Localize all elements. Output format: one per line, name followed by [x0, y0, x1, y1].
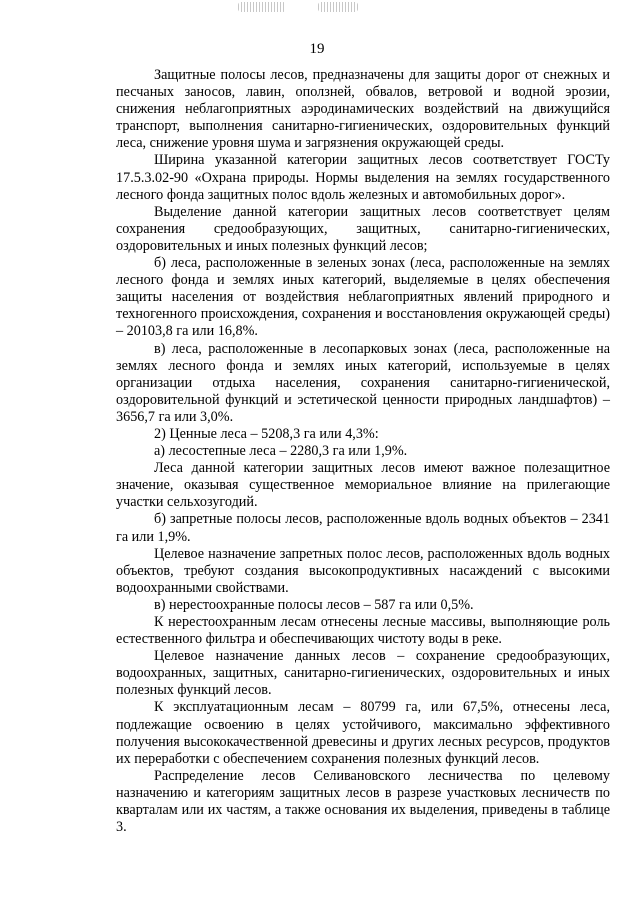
- document-body: [116, 67, 610, 836]
- paragraph-forest-park-zones: в) леса, расположенные в лесопарковых зонах (леса, расположенные на землях лесного фонда и землях иных категорий, используемые в целях организации отдыха населения, сохранения санитарно-гигиенической, оздоровительной функций и эстетической ценности природных ландшафтов) – 3656,7 га или 3,0%.: [116, 340, 610, 425]
- paragraph-allocation-purpose: Выделение данной категории защитных лесов соответствует целям сохранения средообразующих, защитных, санитарно-гигиенических, оздоровительных и иных полезных функций лесов;: [116, 203, 610, 254]
- faint-stamp-mark: [0, 2, 634, 16]
- paragraph-spawning-forests: К нерестоохранным лесам отнесены лесные массивы, выполняющие роль естественного фильтра и обеспечивающих чистоту воды в реке.: [116, 614, 610, 648]
- stamp-fragment-right: [318, 2, 358, 12]
- paragraph-forest-steppe: а) лесостепные леса – 2280,3 га или 1,9%.: [154, 443, 408, 460]
- paragraph-protective-strips: Защитные полосы лесов, предназначены для защиты дорог от снежных и песчаных заносов, лавин, оползней, обвалов, ветровой и водной эрозии, снижения неблагоприятных аэродинамических воздействий на движущийся транспорт, выполнения санитарно-гигиенических, оздоровительных функций леса, снижение уровня шума и загрязнения окружающей среды.: [116, 67, 610, 152]
- paragraph-spawning-strips: в) нерестоохранные полосы лесов – 587 га или 0,5%.: [154, 596, 474, 613]
- stamp-fragment-left: [238, 2, 286, 12]
- paragraph-field-protection: Леса данной категории защитных лесов имеют важное полезащитное значение, оказывая существенное мемориальное влияние на прилегающие участки сельхозугодий.: [116, 460, 610, 511]
- paragraph-exploitation-forests: К эксплуатационным лесам – 80799 га, или 67,5%, отнесены леса, подлежащие освоению в целях устойчивого, максимально эффективного получения высококачественной древесины и других лесных ресурсов, продуктов их переработки с обеспечением сохранения полезных функций лесов.: [116, 699, 610, 767]
- paragraph-gost-width: Ширина указанной категории защитных лесов соответствует ГОСТу 17.5.3.02-90 «Охрана природы. Нормы выделения на землях государственного лесного фонда защитных полос вдоль железных и автомобильных дорог».: [116, 152, 610, 203]
- page-number: 19: [309, 41, 325, 57]
- paragraph-valuable-forests: 2) Ценные леса – 5208,3 га или 4,3%:: [154, 425, 379, 442]
- paragraph-target-purpose: Целевое назначение данных лесов – сохранение средообразующих, водоохранных, защитных, санитарно-гигиенических, оздоровительных и иных полезных функций лесов.: [116, 648, 610, 699]
- paragraph-green-zones: б) леса, расположенные в зеленых зонах (леса, расположенные на землях лесного фонда и землях иных категорий, выделяемые в целях обеспечения защиты населения от воздействия неблагоприятных явлений природного и техногенного происхождения, сохранения и восстановления окружающей среды) – 20103,8 га или 16,8%.: [116, 255, 610, 340]
- paragraph-restricted-purpose: Целевое назначение запретных полос лесов, расположенных вдоль водных объектов, требуют создания высокопродуктивных насаждений с высокими водоохранными свойствами.: [116, 545, 610, 596]
- paragraph-distribution-table-ref: Распределение лесов Селивановского лесничества по целевому назначению и категориям защитных лесов в разрезе участковых лесничеств по кварталам или их частям, а также основания их выделения, приведены в таблице 3.: [116, 767, 610, 836]
- paragraph-restricted-strips: б) запретные полосы лесов, расположенные вдоль водных объектов – 2341 га или 1,9%.: [116, 511, 610, 545]
